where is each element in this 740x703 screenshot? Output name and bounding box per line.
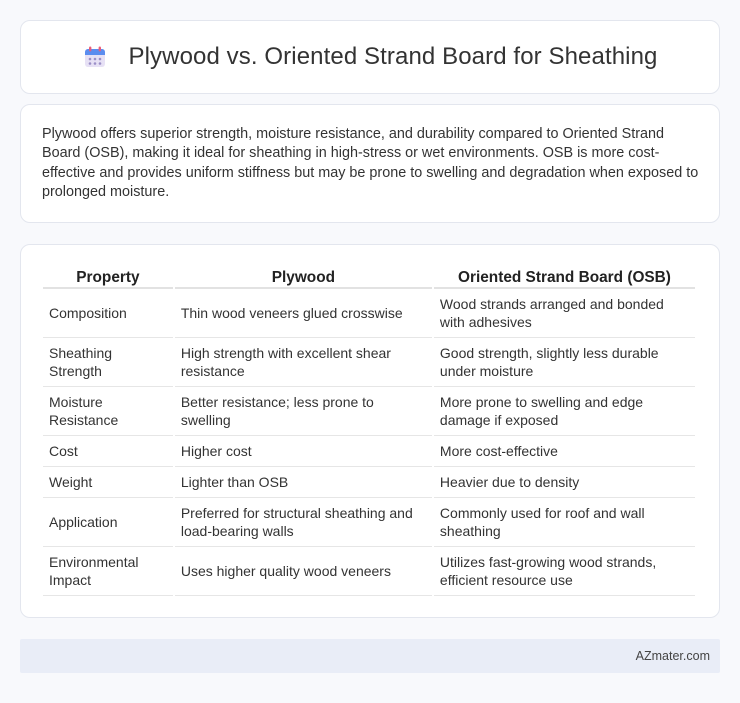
intro-card: [20, 104, 720, 223]
cell-property: Sheathing Strength: [43, 338, 173, 387]
table-row: [43, 436, 695, 467]
calendar-icon: [83, 45, 107, 69]
table-row: [43, 498, 695, 547]
table-header-row: [43, 265, 695, 289]
footer-site-link[interactable]: AZmater.com: [635, 649, 710, 663]
header-plywood: Plywood: [175, 265, 432, 289]
intro-paragraph: Plywood offers superior strength, moisture resistance, and durability compared to Oriented Strand Board (OSB), making it ideal for sheathing in high-stress or wet environments. OSB is more cost-effective and provides uniform stiffness but may be prone to swelling and degradation when exposed to prolonged moisture.: [42, 126, 699, 201]
cell-property: Application: [43, 498, 173, 547]
table-row: [43, 289, 695, 338]
cell-osb: Good strength, slightly less durable under moisture: [434, 338, 695, 387]
header-property: Property: [43, 265, 173, 289]
cell-property: Composition: [43, 289, 173, 338]
table-row: [43, 547, 695, 596]
header-osb: Oriented Strand Board (OSB): [434, 265, 695, 289]
cell-plywood: Thin wood veneers glued crosswise: [175, 289, 432, 338]
cell-osb: More prone to swelling and edge damage if exposed: [434, 387, 695, 436]
footer-bar: [20, 639, 720, 673]
cell-property: Moisture Resistance: [43, 387, 173, 436]
cell-plywood: Lighter than OSB: [175, 467, 432, 498]
cell-osb: Wood strands arranged and bonded with adhesives: [434, 289, 695, 338]
cell-plywood: High strength with excellent shear resistance: [175, 338, 432, 387]
cell-plywood: Better resistance; less prone to swelling: [175, 387, 432, 436]
cell-osb: More cost-effective: [434, 436, 695, 467]
cell-property: Cost: [43, 436, 173, 467]
table-row: [43, 387, 695, 436]
comparison-table: [41, 265, 697, 596]
cell-plywood: Higher cost: [175, 436, 432, 467]
cell-osb: Utilizes fast-growing wood strands, efficient resource use: [434, 547, 695, 596]
cell-plywood: Preferred for structural sheathing and load-bearing walls: [175, 498, 432, 547]
cell-osb: Heavier due to density: [434, 467, 695, 498]
cell-plywood: Uses higher quality wood veneers: [175, 547, 432, 596]
cell-osb: Commonly used for roof and wall sheathing: [434, 498, 695, 547]
page-title: Plywood vs. Oriented Strand Board for Sheathing: [128, 43, 658, 70]
comparison-card: [20, 244, 720, 618]
cell-property: Environmental Impact: [43, 547, 173, 596]
cell-property: Weight: [43, 467, 173, 498]
title-card: [20, 20, 720, 94]
table-row: [43, 338, 695, 387]
table-row: [43, 467, 695, 498]
